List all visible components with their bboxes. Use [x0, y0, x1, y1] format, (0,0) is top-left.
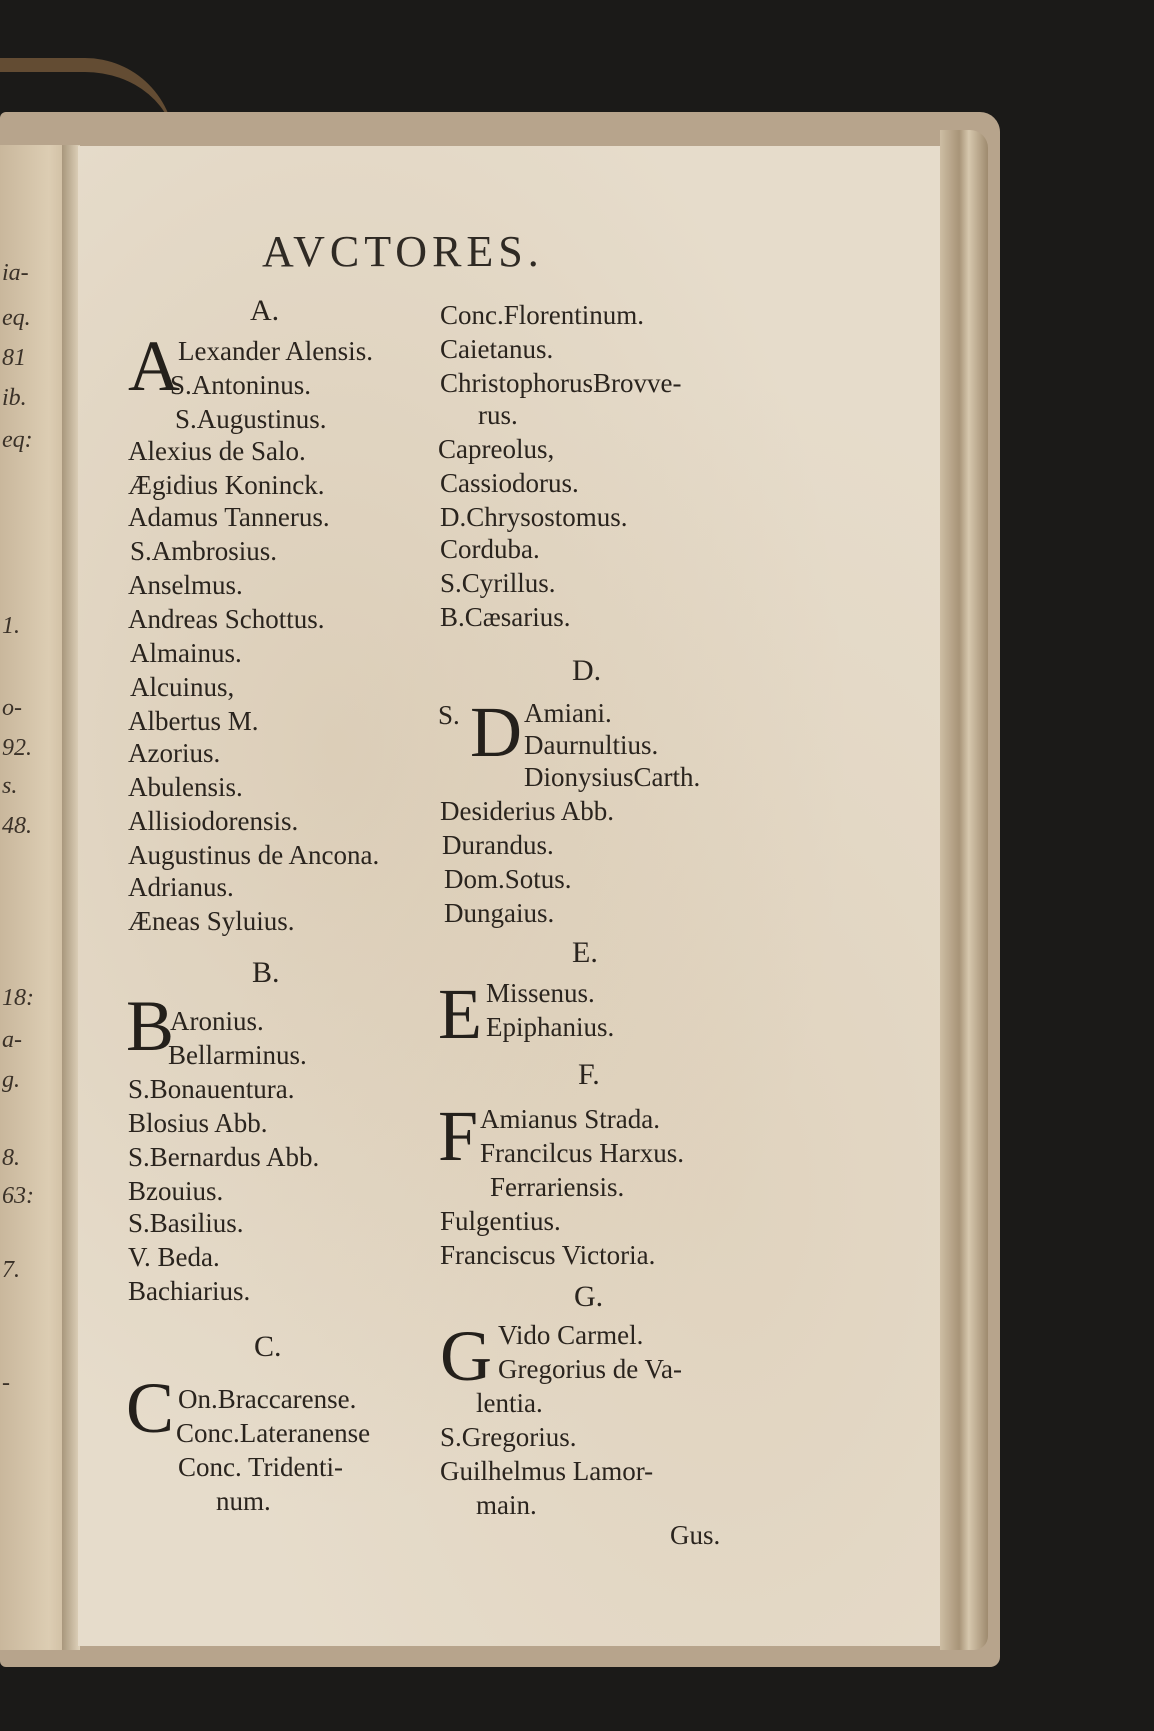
entry: S.Bonauentura. [128, 1074, 295, 1104]
section-head-g: G. [574, 1280, 604, 1313]
section-head-e: E. [572, 936, 598, 969]
entry: Allisiodorensis. [128, 806, 299, 836]
entry: Augustinus de Ancona. [128, 840, 380, 870]
entry: Andreas Schottus. [128, 604, 325, 634]
page-title: AVCTORES. [262, 227, 544, 276]
left-fragment: s. [2, 773, 18, 799]
left-fragment: 48. [2, 813, 32, 839]
section-head-a: A. [250, 294, 280, 327]
entry: ChristophorusBrovve- [440, 368, 682, 398]
catchword: Gus. [670, 1520, 721, 1550]
entry: Cassiodorus. [440, 468, 579, 498]
entry: Capreolus, [438, 434, 555, 464]
left-fragment: 63: [2, 1183, 34, 1209]
entry: Ferrariensis. [490, 1172, 625, 1202]
entry: S.Basilius. [128, 1208, 244, 1238]
entry: Adrianus. [128, 872, 234, 902]
entry: S.Cyrillus. [440, 568, 556, 598]
entry: Amiani. [524, 698, 612, 728]
entry: Alexius de Salo. [128, 436, 306, 466]
entry: Albertus M. [128, 706, 259, 736]
entry: Lexander Alensis. [178, 336, 373, 366]
initial-c: C [126, 1368, 175, 1448]
left-fragment: 1. [2, 613, 20, 639]
entry: B.Cæsarius. [440, 602, 571, 632]
initial-f: F [438, 1096, 479, 1176]
entry: Dom.Sotus. [444, 864, 572, 894]
entry: V. Beda. [128, 1242, 220, 1272]
entry: S.Antoninus. [170, 370, 312, 400]
section-head-f: F. [578, 1058, 600, 1091]
entry: rus. [478, 400, 518, 430]
section-head-b: B. [252, 956, 280, 989]
entry: S.Augustinus. [175, 404, 327, 434]
initial-a: A [128, 326, 180, 406]
entry: Corduba. [440, 534, 540, 564]
left-fragment: 18: [2, 985, 34, 1011]
entry: Caietanus. [440, 334, 554, 364]
left-fragment: ia- [2, 260, 29, 286]
left-fragment: - [2, 1370, 10, 1396]
initial-g: G [440, 1316, 492, 1396]
entry: DionysiusCarth. [524, 762, 701, 792]
entry: Blosius Abb. [128, 1108, 268, 1138]
entry: Aronius. [170, 1006, 264, 1036]
entry: Daurnultius. [524, 730, 659, 760]
entry: D.Chrysostomus. [440, 502, 628, 532]
entry: Amianus Strada. [480, 1104, 660, 1134]
entry: Guilhelmus Lamor- [440, 1456, 654, 1486]
left-page [0, 145, 70, 1650]
entry: Abulensis. [128, 772, 243, 802]
entry: Epiphanius. [486, 1012, 615, 1042]
left-fragment: a- [2, 1027, 22, 1053]
d-prefix: S. [438, 700, 460, 730]
entry: Desiderius Abb. [440, 796, 614, 826]
entry: Francilcus Harxus. [480, 1138, 684, 1168]
entry: num. [216, 1486, 271, 1516]
entry: S.Ambrosius. [130, 536, 278, 566]
entry: Azorius. [128, 738, 221, 768]
entry: Ægidius Koninck. [128, 470, 325, 500]
left-fragment: 7. [2, 1257, 20, 1283]
entry: Adamus Tannerus. [128, 502, 330, 532]
entry: main. [476, 1490, 537, 1520]
left-fragment: 8. [2, 1145, 20, 1171]
initial-d: D [470, 692, 522, 772]
entry: Missenus. [486, 978, 595, 1008]
entry: Bellarminus. [168, 1040, 307, 1070]
initial-e: E [438, 974, 482, 1054]
entry: S.Gregorius. [440, 1422, 577, 1452]
entry: Bachiarius. [128, 1276, 251, 1306]
entry: Alcuinus, [130, 672, 235, 702]
entry: Bzouius. [128, 1176, 224, 1206]
entry: Anselmus. [128, 570, 243, 600]
entry: Æneas Syluius. [128, 906, 295, 936]
entry: lentia. [476, 1388, 543, 1418]
left-fragment: 81 [2, 345, 26, 371]
entry: Franciscus Victoria. [440, 1240, 656, 1270]
entry: Almainus. [130, 638, 242, 668]
entry: Vido Carmel. [498, 1320, 644, 1350]
entry: Conc.Florentinum. [440, 300, 644, 330]
entry: Durandus. [442, 830, 554, 860]
left-fragment: g. [2, 1067, 20, 1093]
entry: Dungaius. [444, 898, 555, 928]
section-head-c: C. [254, 1330, 282, 1363]
left-fragment: eq. [2, 305, 31, 331]
left-fragment: o- [2, 695, 22, 721]
entry: Conc. Tridenti- [178, 1452, 344, 1482]
left-fragment: eq: [2, 427, 33, 453]
entry: On.Braccarense. [178, 1384, 357, 1414]
left-fragment: ib. [2, 385, 27, 411]
section-head-d: D. [572, 654, 602, 687]
page-edges [940, 130, 988, 1650]
left-fragment: 92. [2, 735, 32, 761]
initial-b: B [126, 986, 175, 1066]
entry: Conc.Lateranense [176, 1418, 371, 1448]
entry: Fulgentius. [440, 1206, 561, 1236]
entry: Gregorius de Va- [498, 1354, 682, 1384]
entry: S.Bernardus Abb. [128, 1142, 320, 1172]
